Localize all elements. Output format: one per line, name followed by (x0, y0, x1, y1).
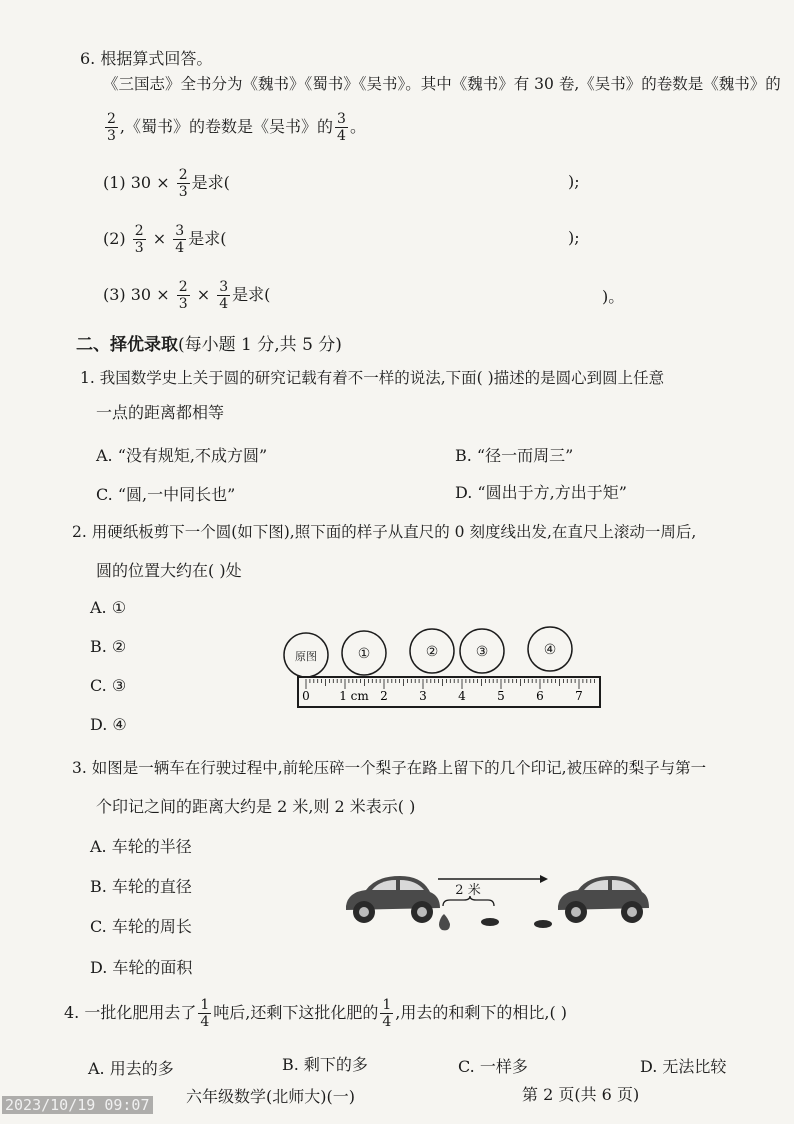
fraction-two-thirds: $\frac{2}{3}$ (107, 111, 116, 144)
q6-line2: $\frac{2}{3}$ ,《蜀书》的卷数是《吴书》的 $\frac{3}{4}$ 。 (107, 111, 366, 144)
q4-option-b[interactable]: B. 剩下的多 (282, 1055, 368, 1074)
circle-2 (410, 629, 454, 673)
q2-stem-line1: 2. 用硬纸板剪下一个圆(如下图),照下面的样子从直尺的 0 刻度线出发,在直尺上滚动一周后, (72, 523, 697, 541)
circle-4 (528, 627, 572, 671)
q6-sub3-blank-close[interactable]: )。 (602, 287, 625, 306)
fraction-one-fourth-a: $\frac{1}{4}$ (200, 997, 210, 1030)
q6-sub1-blank-close[interactable]: ); (568, 172, 580, 191)
q2-option-b[interactable]: B. ② (90, 637, 127, 656)
q3-option-d[interactable]: D. 车轮的面积 (90, 958, 193, 977)
car-right-icon (558, 876, 649, 923)
pear-mark-2 (534, 920, 552, 928)
pear-mark-1 (481, 918, 499, 926)
car-pear-figure (340, 868, 650, 938)
car-left-icon (346, 876, 440, 923)
distance-label: 2 米 (455, 883, 481, 898)
q3-option-c[interactable]: C. 车轮的周长 (90, 917, 192, 936)
fraction-one-fourth-b: $\frac{1}{4}$ (382, 997, 392, 1030)
q1-option-b[interactable]: B. “径一而周三” (455, 446, 574, 465)
ruler-circle-figure (280, 622, 605, 712)
q6-sub2-blank-close[interactable]: ); (568, 228, 580, 247)
photo-timestamp: 2023/10/19 09:07 (2, 1096, 153, 1114)
circle-original (284, 633, 328, 677)
q2-option-d[interactable]: D. ④ (90, 715, 127, 734)
q6-line1: 《三国志》全书分为《魏书》《蜀书》《吴书》。其中《魏书》有 30 卷,《吴书》的卷数是《魏书》的 (103, 75, 781, 93)
q1-option-a[interactable]: A. “没有规矩,不成方圆” (96, 446, 268, 465)
q4-stem: 4. 一批化肥用去了 $\frac{1}{4}$ 吨后,还剩下这批化肥的 $\frac{1}{4}$ ,用去的和剩下的相比,( ) (64, 997, 568, 1030)
q3-option-a[interactable]: A. 车轮的半径 (90, 837, 192, 856)
ruler-label-3: 3 (419, 689, 427, 703)
svg-text:②: ② (425, 644, 439, 660)
footer-course: 六年级数学(北师大)(一) (186, 1087, 355, 1106)
circle-3 (460, 629, 504, 673)
svg-text:原图: 原图 (295, 650, 317, 663)
q2-stem-line2: 圆的位置大约在( )处 (96, 561, 242, 580)
pear-icon (439, 914, 450, 930)
q3-stem-line1: 3. 如图是一辆车在行驶过程中,前轮压碎一个梨子在路上留下的几个印记,被压碎的梨子与第一 (72, 759, 707, 777)
ruler-label-5: 5 (497, 689, 505, 703)
ruler-label-6: 6 (536, 689, 544, 703)
section-heading: 二、择优录取(每小题 1 分,共 5 分) (76, 335, 342, 355)
ruler-label-7: 7 (575, 689, 583, 703)
q1-stem-line1: 1. 我国数学史上关于圆的研究记载有着不一样的说法,下面( )描述的是圆心到圆上任意 (80, 369, 665, 387)
footer-page-number: 第 2 页(共 6 页) (522, 1085, 640, 1104)
q2-option-a[interactable]: A. ① (90, 598, 127, 617)
svg-text:③: ③ (475, 644, 489, 660)
q4-option-a[interactable]: A. 用去的多 (88, 1059, 174, 1078)
q6-sub2: (2) $\frac{2}{3}$ × $\frac{3}{4}$ 是求( (103, 223, 227, 256)
q4-option-d[interactable]: D. 无法比较 (640, 1057, 727, 1076)
q1-stem-line2: 一点的距离都相等 (96, 403, 225, 422)
q6-sub3: (3) 30 × $\frac{2}{3}$ × $\frac{3}{4}$ 是求( (103, 279, 271, 312)
ruler-label-1: 1 cm (339, 689, 369, 703)
ruler-label-2: 2 (380, 689, 388, 703)
q1-option-d[interactable]: D. “圆出于方,方出于矩” (455, 483, 627, 502)
q2-option-c[interactable]: C. ③ (90, 676, 127, 695)
q1-option-c[interactable]: C. “圆,一中同长也” (96, 485, 236, 504)
ruler-label-4: 4 (458, 689, 466, 703)
svg-text:①: ① (357, 646, 371, 662)
fraction-three-fourths: $\frac{3}{4}$ (337, 111, 346, 144)
ruler-label-0: 0 (302, 689, 310, 703)
q6-title: 6. 根据算式回答。 (80, 49, 213, 68)
circle-1 (342, 631, 386, 675)
q3-stem-line2: 个印记之间的距离大约是 2 米,则 2 米表示( ) (96, 797, 416, 816)
q4-option-c[interactable]: C. 一样多 (458, 1057, 528, 1076)
q6-sub1: (1) 30 × $\frac{2}{3}$ 是求( (103, 167, 230, 200)
arrow-head-icon (540, 875, 548, 883)
svg-text:④: ④ (543, 642, 557, 658)
q3-option-b[interactable]: B. 车轮的直径 (90, 877, 192, 896)
